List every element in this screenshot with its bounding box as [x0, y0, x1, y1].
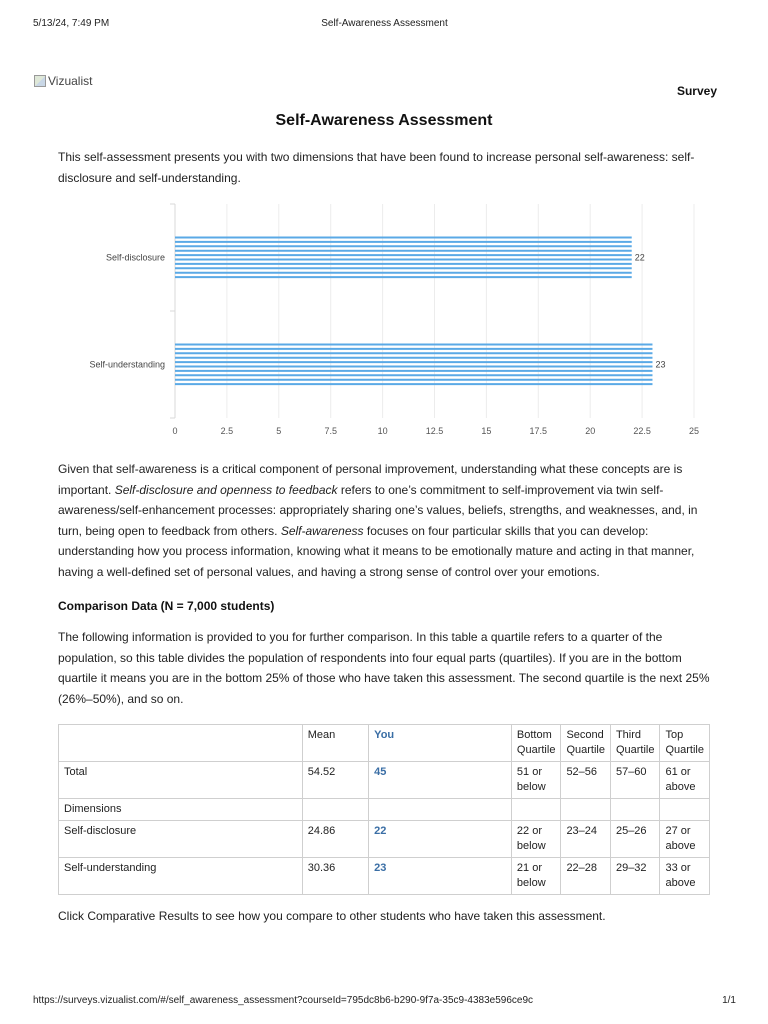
print-header	[33, 18, 736, 32]
explain-text-1: Given that self-awareness is a critical component of personal improvement, understanding what these concepts are is important.	[58, 462, 683, 497]
survey-nav-link[interactable]: Survey	[676, 84, 717, 98]
header-cell-you: You	[369, 725, 512, 762]
comparison-table	[58, 724, 710, 895]
table-cell-you: 23	[369, 858, 512, 895]
chart-x-tick-label: 5	[276, 426, 282, 436]
table-row	[59, 762, 710, 799]
table-cell: 54.52	[302, 762, 368, 799]
comparison-paragraph: The following information is provided to you for further comparison. In this table a quartile refers to a quarter of the population, so this table divides the population of respondents into four equal parts (quartiles). If you are in the bottom quartile it means you are in the bottom 25% of those who have taken this assessment. The second quartile is the next 25% (26%–50%), and so on.	[58, 630, 710, 706]
table-cell: 22–28	[561, 858, 611, 895]
print-datetime: 5/13/24, 7:49 PM	[33, 18, 110, 29]
table-cell	[610, 799, 660, 821]
header-cell	[59, 725, 303, 762]
header-cell-third-quartile: Third Quartile	[610, 725, 660, 762]
broken-image-icon	[34, 75, 46, 87]
table-cell: 24.86	[302, 821, 368, 858]
chart-category-label: Self-understanding	[89, 359, 165, 370]
table-cell: Total	[59, 762, 303, 799]
chart-x-tick-label: 2.5	[220, 426, 234, 436]
print-title: Self-Awareness Assessment	[321, 18, 448, 29]
vizualist-logo[interactable]	[34, 74, 92, 88]
chart-data-label: 23	[655, 359, 666, 370]
table-row	[59, 858, 710, 895]
chart-x-tick-label: 7.5	[324, 426, 337, 436]
header-cell-bottom-quartile: Bottom Quartile	[511, 725, 561, 762]
chart-svg	[58, 196, 718, 446]
table-cell-you	[369, 799, 512, 821]
table-cell: 21 or below	[511, 858, 561, 895]
explain-text-3: focuses on four particular skills that you can develop: understanding how you process information, knowing what it means to be emotionally mature and acting in that manner, having a well-defined set of personal values, and having a strong sense of control over your emotions.	[58, 523, 695, 579]
table-cell: Self-disclosure	[59, 821, 303, 858]
table-cell-you: 45	[369, 762, 512, 799]
header-cell-second-quartile: Second Quartile	[561, 725, 611, 762]
chart-x-tick-label: 12.5	[425, 426, 444, 436]
print-page-number: 1/1	[722, 995, 736, 1006]
explanation-paragraph	[58, 459, 713, 583]
table-cell: 57–60	[610, 762, 660, 799]
chart-x-tick-label: 15	[481, 426, 492, 436]
print-url: https://surveys.vizualist.com/#/self_awareness_assessment?courseId=795dc8b6-b290-9f7a-35c9-4383e596ce9c	[33, 995, 534, 1006]
chart-x-tick-label: 17.5	[529, 426, 548, 436]
table-cell: Self-understanding	[59, 858, 303, 895]
chart-x-tick-label: 20	[585, 426, 596, 436]
table-cell: 22 or below	[511, 821, 561, 858]
table-cell: 27 or above	[660, 821, 710, 858]
table-cell: 29–32	[610, 858, 660, 895]
score-bar-chart	[58, 196, 718, 446]
table-cell: 25–26	[610, 821, 660, 858]
table-cell-you: 22	[369, 821, 512, 858]
table-header-row	[59, 725, 710, 762]
table-cell: 51 or below	[511, 762, 561, 799]
explain-emphasis-1: Self-disclosure and openness to feedback	[114, 482, 338, 497]
logo-alt-text: Vizualist	[48, 74, 93, 88]
table-row	[59, 799, 710, 821]
table-row	[59, 821, 710, 858]
table-cell	[660, 799, 710, 821]
page-title: Self-Awareness Assessment	[275, 112, 493, 129]
table-cell: Dimensions	[59, 799, 303, 821]
chart-data-label: 22	[634, 252, 645, 263]
intro-paragraph: This self-assessment presents you with two dimensions that have been found to increase personal self-awareness: self-disclosure and self-understanding.	[58, 150, 695, 185]
table-cell: 33 or above	[660, 858, 710, 895]
table-cell: 23–24	[561, 821, 611, 858]
chart-x-tick-label: 10	[377, 426, 388, 436]
comparative-results-note: Click Comparative Results to see how you compare to other students who have taken this assessment.	[58, 909, 606, 923]
comparison-heading: Comparison Data (N = 7,000 students)	[58, 599, 275, 613]
chart-x-tick-label: 25	[688, 426, 700, 436]
explain-emphasis-2: Self-awareness	[280, 523, 364, 538]
chart-category-label: Self-disclosure	[105, 252, 165, 263]
table-cell	[561, 799, 611, 821]
header-cell-mean: Mean	[302, 725, 368, 762]
table-cell: 61 or above	[660, 762, 710, 799]
chart-x-tick-label: 0	[172, 426, 178, 436]
chart-bar	[175, 238, 632, 278]
header-cell-top-quartile: Top Quartile	[660, 725, 710, 762]
chart-bar	[175, 345, 652, 385]
table-cell: 30.36	[302, 858, 368, 895]
chart-x-tick-label: 22.5	[633, 426, 651, 436]
table-cell	[302, 799, 368, 821]
table-cell: 52–56	[561, 762, 611, 799]
table-cell	[511, 799, 561, 821]
print-footer	[33, 995, 736, 1009]
explain-text-2: refers to one’s commitment to self-improvement via twin self-awareness/self-enhancement processes: appropriately sharing one’s values, beliefs, strengths, and weaknesses, and, in turn, being open to feedback from others.	[58, 482, 698, 538]
